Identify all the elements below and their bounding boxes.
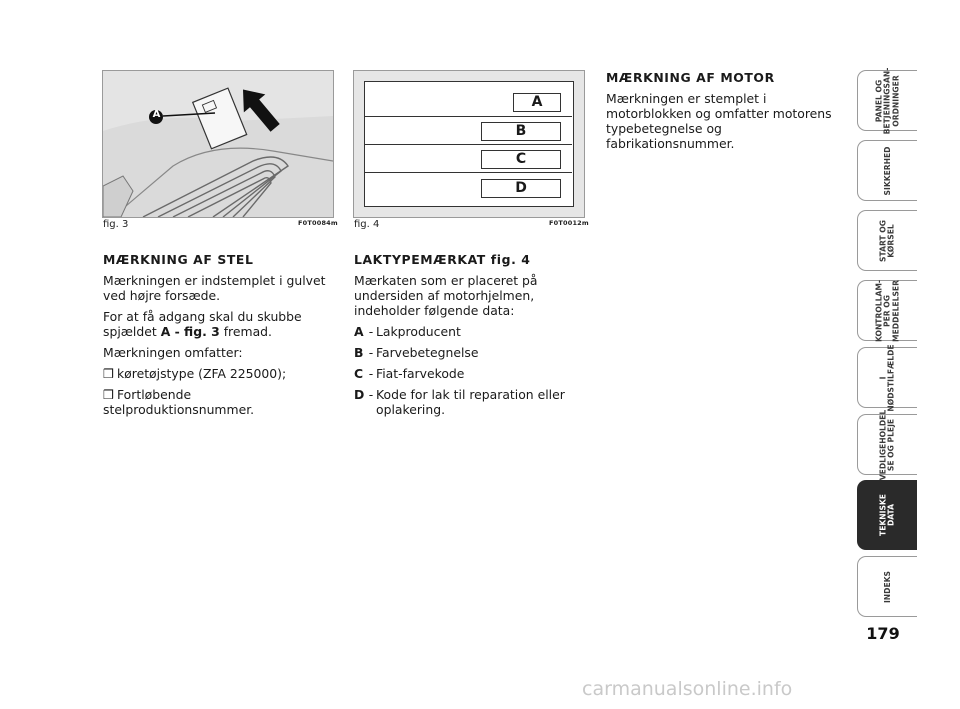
access-text: For at få adgang skal du skubbe spjældet [103,309,302,339]
paragraph-access [103,309,335,339]
figure-3-code: F0T0084m [298,219,338,227]
column-frame-marking [103,252,335,423]
watermark: carmanualsonline.info [582,678,793,700]
figure-3-callout-a: A [152,109,161,120]
list-item: ❒ Fortløbende stelproduktionsnummer. [103,387,255,417]
access-tail: fremad. [219,324,272,339]
access-figure-ref: A - fig. 3 [160,324,220,339]
tab-emergency[interactable]: I NØDSTILFÆLDE [857,347,917,408]
paragraph-location: Mærkningen er indstemplet i gulvet ved højre forsæde. [103,273,326,303]
heading-frame-marking: MÆRKNING AF STEL [103,252,254,267]
definition-row: B - Farvebetegnelse [354,345,479,360]
figure-4-image [353,70,585,218]
column-paint-label [354,252,586,423]
definition-row: D - Kode for lak til reparation eller oplakering. [354,387,565,417]
heading-paint-label: LAKTYPEMÆRKAT fig. 4 [354,252,531,267]
tab-warning-lights[interactable]: KONTROLLAM- PER OG MEDDELELSER [857,280,917,341]
figure-3-caption: fig. 3 [103,219,129,230]
tab-technical-data[interactable]: TEKNISKE DATA [857,480,917,550]
tab-index[interactable]: INDEKS [857,556,917,617]
paragraph-engine-marking: Mærkningen er stemplet i motorblokken og omfatter motorens typebetegnelse og fabrikationsnummer. [606,91,832,151]
column-engine-marking [606,70,838,157]
tab-starting-driving[interactable]: START OG KØRSEL [857,210,917,271]
figure-4-divider [364,116,572,117]
tab-panel-controls[interactable]: PANEL OG BETJENINGSAN- ORDNINGER [857,70,917,131]
paragraph-paint-intro: Mærkaten som er placeret på undersiden af motorhjelmen, indeholder følgende data: [354,273,538,318]
figure-4-caption: fig. 4 [354,219,380,230]
paragraph-includes: Mærkningen omfatter: [103,345,243,360]
figure-3-drawing [103,71,333,217]
figure-3-image [102,70,334,218]
checkbox-bullet-icon: ❒ [103,387,115,402]
list-item: ❒ køretøjstype (ZFA 225000); [103,366,287,381]
heading-engine-marking: MÆRKNING AF MOTOR [606,70,775,85]
figure-4-divider [364,172,572,173]
figure-4-label-d: D [481,179,561,198]
tab-safety[interactable]: SIKKERHED [857,140,917,201]
page-number: 179 [866,624,900,643]
figure-4-label-a: A [513,93,561,112]
figure-4-divider [364,144,572,145]
definition-row: C - Fiat-farvekode [354,366,465,381]
tab-maintenance[interactable]: VEDLIGEHOLDEL SE OG PLEJE [857,414,917,475]
checkbox-bullet-icon: ❒ [103,366,115,381]
definition-row: A - Lakproducent [354,324,461,339]
figure-4-label-c: C [481,150,561,169]
figure-4-label-b: B [481,122,561,141]
figure-4-code: F0T0012m [549,219,589,227]
